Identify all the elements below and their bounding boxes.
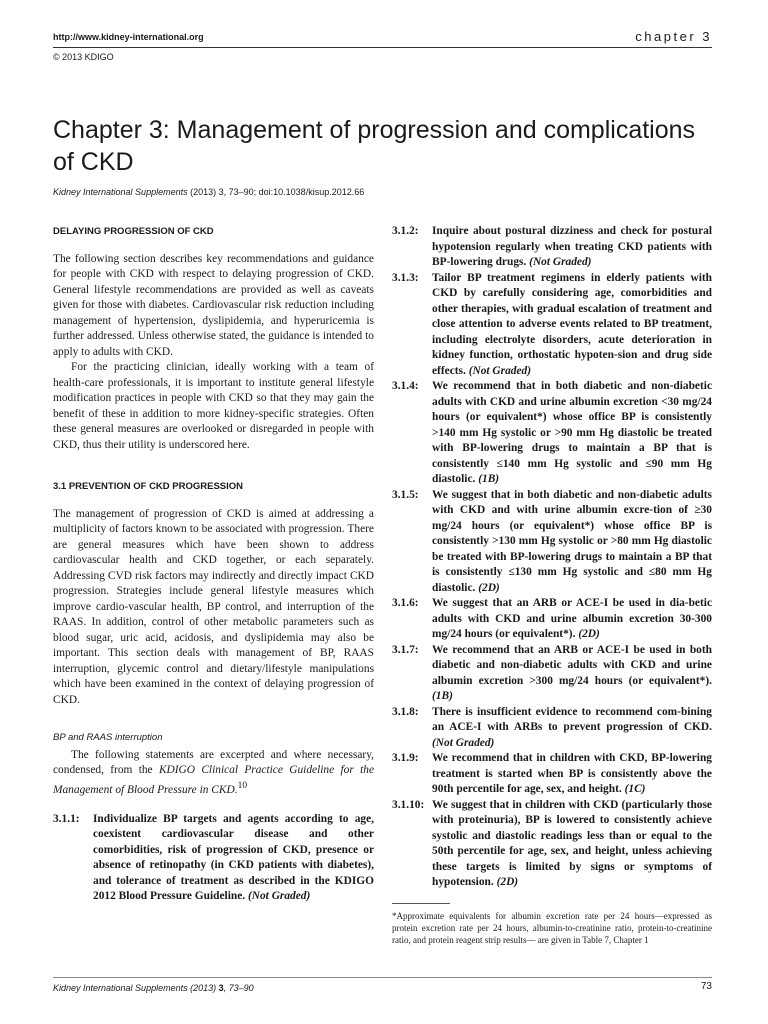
- recommendation-3-1-9: [392, 751, 712, 798]
- rec-number: 3.1.5:: [392, 488, 419, 501]
- rec-grade: (Not Graded): [432, 736, 495, 749]
- chapter-label: chapter 3: [635, 29, 712, 44]
- citation-journal: Kidney International Supplements: [53, 187, 188, 197]
- rec-text: Inquire about postural dizziness and check for postural hypotension regularly when treating CKD patients with BP-lowering drugs. (Not Graded): [432, 225, 712, 268]
- recommendation-3-1-8: [392, 705, 712, 752]
- rec-number: 3.1.6:: [392, 597, 419, 609]
- rec-number: 3.1.3:: [392, 271, 419, 284]
- page-number: 73: [700, 981, 712, 992]
- header-rule: [53, 47, 712, 48]
- rec-text: We recommend that an ARB or ACE-I be used in both diabetic and non-diabetic adults with CKD and urine albumin excretion >300 mg/24 hours (or equivalent*). (1B): [432, 643, 712, 702]
- section-heading-delaying: DELAYING PROGRESSION OF CKD: [53, 226, 214, 237]
- right-column: [392, 224, 712, 946]
- reference-10[interactable]: 10: [237, 780, 248, 791]
- paragraph-intro: The following section describes key recommendations and guidance for people with CKD with respect to delaying progression of CKD. General lifestyle recommendations are provided as well as caveats given for those with diabetes. Cardiovascular risk reduction including management of hypertension, dyslipidemia, and hyperuricemia is further addressed. Unless otherwise stated, the guidance is intended to apply to adults with CKD.: [53, 252, 374, 358]
- rec-text: There is insufficient evidence to recommend com-bining an ACE-I with ARBs to prevent progression of CKD. (Not Graded): [432, 705, 712, 749]
- rec-text: Individualize BP targets and agents according to age, coexistent cardiovascular disease and other comorbidities, risk of progression of CKD, presence or absence of retinopathy (in CKD patients with diabetes), and tolerance of treatment as described in the KDIGO 2012 Blood Pressure Guideline. (Not Graded): [93, 812, 374, 903]
- section-heading-prevention: 3.1 PREVENTION OF CKD PROGRESSION: [53, 481, 244, 492]
- citation-details: (2013) 3, 73–90; doi:10.1038/kisup.2012.66: [187, 187, 365, 197]
- rec-text: Tailor BP treatment regimens in elderly patients with CKD by carefully considering age, comorbidities and other therapies, with gradual escalation of treatment and close attention to adverse events related to BP treatment, including electrolyte disorders, acute deterioration in kidney function, orthostatic hypoten-sion and drug side effects. (Not Graded): [432, 271, 712, 377]
- left-column: [53, 224, 374, 905]
- recommendation-3-1-1: [53, 812, 374, 905]
- rec-grade: (1B): [432, 690, 453, 702]
- rec-number: 3.1.8:: [392, 705, 419, 718]
- recommendation-3-1-5: [392, 488, 712, 597]
- footer-rule: [53, 977, 712, 978]
- rec-text: We suggest that an ARB or ACE-I be used in dia-betic adults with CKD and urine albumin excretion 30-300 mg/24 hours (or equivalent*). (2D): [432, 597, 712, 640]
- rec-grade: (1B): [478, 473, 500, 485]
- rec-grade: (2D): [578, 628, 600, 640]
- rec-number: 3.1.2:: [392, 225, 419, 237]
- paragraph-excerpt: [53, 748, 374, 798]
- recommendation-3-1-4: [392, 379, 712, 488]
- rec-number: 3.1.9:: [392, 752, 419, 764]
- rec-grade: (Not Graded): [529, 256, 592, 268]
- rec-grade: (Not Graded): [247, 890, 311, 903]
- citation: [53, 187, 364, 197]
- recommendation-list: [392, 224, 712, 891]
- rec-text: We recommend that in children with CKD, BP-lowering treatment is started when BP is consistently above the 90th percentile for age, sex, and height. (1C): [432, 752, 712, 795]
- rec-number: 3.1.7:: [392, 643, 419, 656]
- page-title: Chapter 3: Management of progression and complications of CKD: [53, 116, 696, 176]
- rec-grade: (Not Graded): [468, 364, 532, 377]
- rec-number: 3.1.4:: [392, 380, 419, 392]
- recommendation-3-1-6: [392, 596, 712, 643]
- rec-text: We recommend that in both diabetic and non-diabetic adults with CKD and urine albumin excretion <30 mg/24 hours (or equivalent*) whose office BP is consistently >140 mm Hg systolic or >90 mm Hg diastolic be treated with BP-lowering drugs to maintain a BP that is consistently ≤140 mm Hg systolic and ≤90 mm Hg diastolic. (1B): [432, 380, 712, 485]
- journal-url[interactable]: http://www.kidney-international.org: [53, 32, 204, 42]
- copyright: © 2013 KDIGO: [53, 52, 114, 62]
- recommendation-3-1-2: [392, 224, 712, 271]
- rec-grade: (2D): [496, 876, 519, 888]
- rec-number: 3.1.1:: [53, 812, 80, 825]
- excerpt-text: The following statements are excerpted and where necessary, condensed, from the: [53, 748, 374, 776]
- rec-text: We suggest that in both diabetic and non-diabetic adults with CKD and with urine albumin excre-tion of ≥30 mg/24 hours (or equivalent*) whose office BP is consistently >130 mm Hg systolic or >80 mm Hg diastolic be treated with BP-lowering drugs to maintain a BP that is consistently ≤130 mm Hg systolic and ≤80 mm Hg diastolic. (2D): [432, 488, 712, 594]
- subheading-bp-raas: BP and RAAS interruption: [53, 732, 163, 743]
- recommendation-3-1-10: [392, 798, 712, 891]
- paragraph-management: The management of progression of CKD is aimed at addressing a multiplicity of factors known to be associated with progression. There are general measures which have been shown to address cardiovascular health and CKD together, or each separately. Addressing CVD risk factors may indirectly and directly impact CKD progression. Strategies include general lifestyle measures which improve cardio-vascular health, BP control, and interruption of the RAAS. In addition, control of other metabolic parameters such as blood sugar, uric acid, acidosis, and dyslipidemia may also be important. This section deals with management of BP, RAAS interruption, glycemic control and dietary/lifestyle manipulations which have been examined in the context of delaying progression of CKD.: [53, 507, 374, 706]
- footer-citation: Kidney International Supplements (2013) 3, 73–90: [53, 983, 254, 993]
- footnote-rule: [392, 903, 450, 904]
- recommendation-3-1-7: [392, 643, 712, 705]
- recommendation-3-1-3: [392, 271, 712, 380]
- guideline-title: KDIGO Clinical Practice Guideline for the Management of Blood Pressure in CKD.: [53, 764, 374, 796]
- paragraph-clinician: For the practicing clinician, ideally working with a team of health-care professionals, it is important to institute general lifestyle modification practices in people with CKD so that they may gain the benefit of these in addition to more kidney-specific strategies. Often these general measures are overlooked or disregarded in people with CKD, thus their utility is underscored here.: [53, 361, 374, 451]
- footnote: *Approximate equivalents for albumin excretion rate per 24 hours—expressed as protein excretion rate per 24 hours, albumin-to-creatinine ratio, protein-to-creatinine ratio, and protein reagent strip results— are given in Table 7, Chapter 1: [392, 910, 712, 945]
- rec-grade: (1C): [624, 783, 646, 795]
- rec-grade: (2D): [478, 581, 500, 594]
- rec-text: We suggest that in children with CKD (particularly those with proteinuria), BP is lowered to consistently achieve systolic and diastolic readings less than or equal to the 50th percentile for age, sex, and height, unless achieving these targets is limited by signs or symptoms of hypotension. (2D): [432, 798, 712, 888]
- rec-number: 3.1.10:: [392, 798, 425, 811]
